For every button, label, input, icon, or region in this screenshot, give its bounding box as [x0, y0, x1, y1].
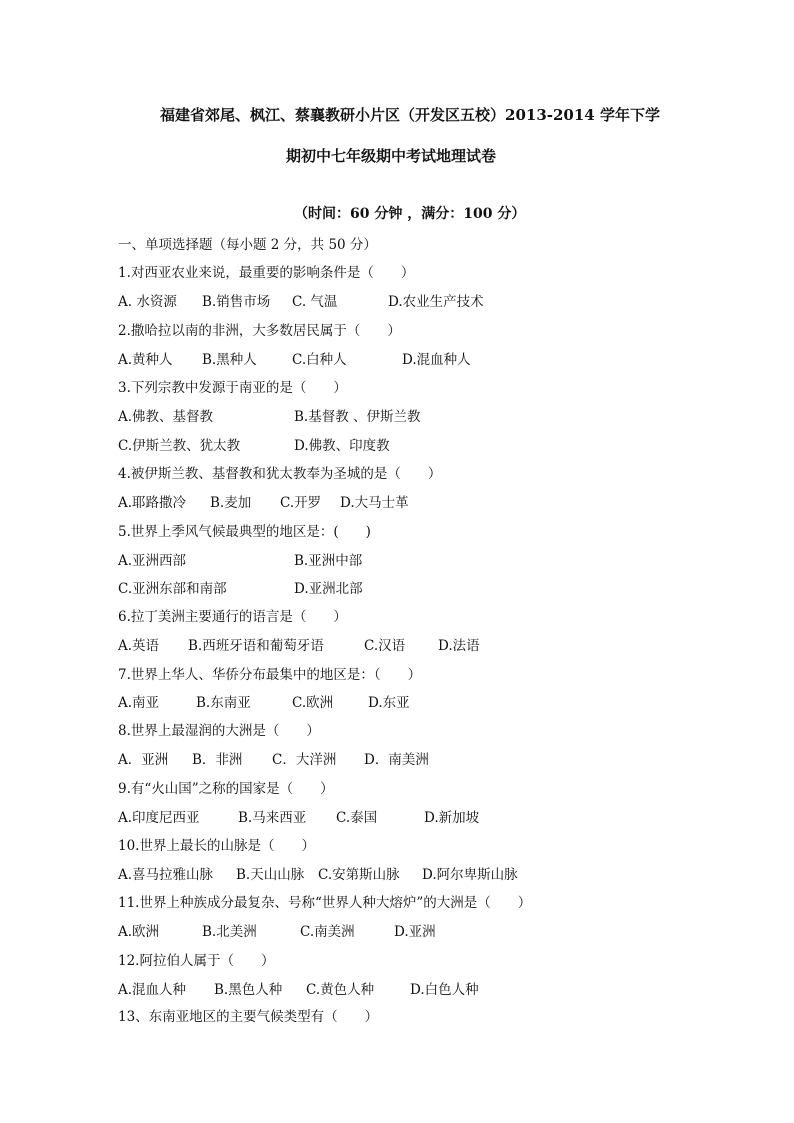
question-stem: 8.世界上最湿润的大洲是（ ）: [118, 723, 320, 739]
option-d: D.东亚: [368, 695, 410, 711]
option-row: [118, 637, 718, 655]
option-row: [118, 351, 718, 369]
option-a: A.印度尼西亚: [118, 810, 200, 826]
option-d: D.阿尔卑斯山脉: [422, 867, 518, 883]
option-row: [118, 293, 718, 311]
option-c: C.南美洲: [300, 924, 355, 940]
option-row: [118, 809, 718, 827]
question-stem: 10.世界上最长的山脉是（ ）: [118, 838, 315, 854]
question-stem: 4.被伊斯兰教、基督教和犹太教奉为圣城的是（ ）: [118, 466, 442, 482]
option-c: C.欧洲: [292, 695, 334, 711]
option-row: [118, 408, 718, 426]
question-stem: 12.阿拉伯人属于（ ）: [118, 953, 275, 969]
option-c: C.伊斯兰教、犹太教: [118, 438, 241, 454]
option-a: A.耶路撒冷: [118, 495, 187, 511]
option-row: [118, 437, 718, 455]
option-b: B.天山山脉: [236, 867, 305, 883]
option-row: [118, 751, 718, 769]
option-b: B．非洲: [192, 752, 243, 768]
option-b: B.亚洲中部: [294, 553, 363, 569]
option-c: C. 气温: [292, 294, 338, 310]
option-d: D.农业生产技术: [388, 294, 484, 310]
question-stem: 11.世界上种族成分最复杂、号称“世界人种大熔炉”的大洲是（ ）: [118, 895, 532, 911]
option-d: D.亚洲: [394, 924, 436, 940]
option-row: [118, 494, 718, 512]
option-a: A.亚洲西部: [118, 553, 187, 569]
exam-title-line-1: 福建省郊尾、枫江、蔡襄教研小片区（开发区五校）2013-2014 学年下学: [160, 106, 660, 124]
option-c: C.汉语: [364, 638, 406, 654]
option-b: B.东南亚: [196, 695, 251, 711]
option-d: D.大马士革: [340, 495, 409, 511]
option-b: B.麦加: [210, 495, 252, 511]
question-stem: 3.下列宗教中发源于南亚的是（ ）: [118, 380, 347, 396]
option-d: D.混血种人: [402, 352, 471, 368]
exam-title-line-2: 期初中七年级期中考试地理试卷: [286, 147, 497, 165]
option-d: D．南美洲: [364, 752, 429, 768]
option-a: A.混血人种: [118, 982, 187, 998]
option-d: D.白色人种: [410, 982, 479, 998]
option-row: [118, 866, 718, 884]
option-b: B.销售市场: [202, 294, 271, 310]
question-stem: 13、东南亚地区的主要气候类型有（ ）: [118, 1009, 379, 1025]
question-stem: 9.有“火山国”之称的国家是（ ）: [118, 781, 334, 797]
option-c: C.黄色人种: [306, 982, 375, 998]
option-b: B.西班牙语和葡萄牙语: [188, 638, 324, 654]
option-b: B.黑种人: [202, 352, 257, 368]
option-d: D.佛教、印度教: [294, 438, 390, 454]
option-c: C.白种人: [292, 352, 347, 368]
option-c: C.亚洲东部和南部: [118, 581, 227, 597]
option-b: B.北美洲: [202, 924, 257, 940]
question-stem: 5.世界上季风气候最典型的地区是：( ): [118, 524, 371, 540]
option-a: A.南亚: [118, 695, 160, 711]
option-d: D.法语: [438, 638, 480, 654]
option-d: D.新加坡: [424, 810, 480, 826]
option-row: [118, 981, 718, 999]
option-c: C.开罗: [280, 495, 322, 511]
option-c: C.安第斯山脉: [318, 867, 400, 883]
option-a: A.欧洲: [118, 924, 160, 940]
exam-time-score-info: （时间：60 分钟 ，满分：100 分）: [294, 206, 526, 222]
question-stem: 7.世界上华人、华侨分布最集中的地区是：（ ）: [118, 667, 422, 683]
option-b: B.基督教 、伊斯兰教: [294, 409, 421, 425]
option-c: C．大洋洲: [272, 752, 337, 768]
section-heading: 一、单项选择题（每小题 2 分，共 50 分）: [118, 237, 377, 253]
option-a: A.佛教、基督教: [118, 409, 214, 425]
option-a: A.英语: [118, 638, 160, 654]
option-b: B.黑色人种: [214, 982, 283, 998]
option-a: A.黄种人: [118, 352, 173, 368]
option-d: D.亚洲北部: [294, 581, 363, 597]
option-c: C.泰国: [336, 810, 378, 826]
option-row: [118, 923, 718, 941]
question-stem: 2.撒哈拉以南的非洲，大多数居民属于（ ）: [118, 323, 401, 339]
option-a: A．亚洲: [118, 752, 169, 768]
option-a: A. 水资源: [118, 294, 177, 310]
question-stem: 6.拉丁美洲主要通行的语言是（ ）: [118, 609, 347, 625]
option-b: B.马来西亚: [238, 810, 307, 826]
option-row: [118, 552, 718, 570]
option-row: [118, 580, 718, 598]
option-a: A.喜马拉雅山脉: [118, 867, 214, 883]
question-stem: 1.对西亚农业来说，最重要的影响条件是（ ）: [118, 265, 415, 281]
option-row: [118, 694, 718, 712]
